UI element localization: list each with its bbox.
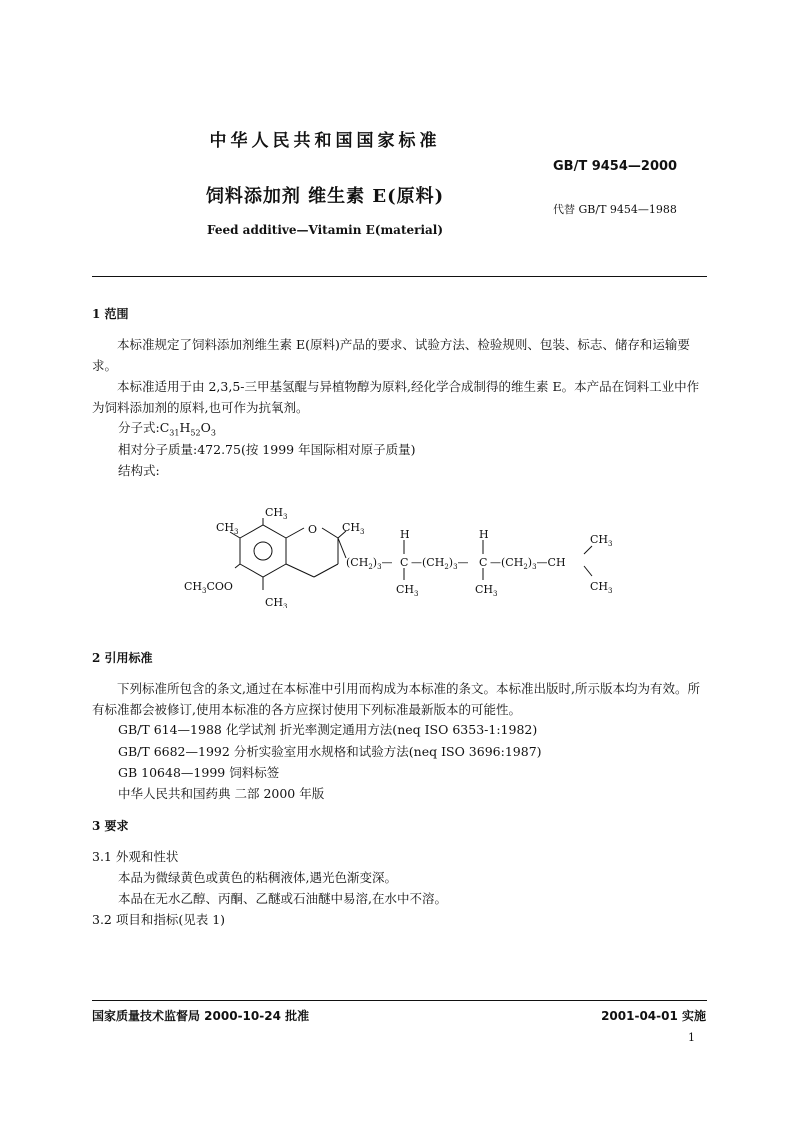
c-chiral-1: C — [400, 556, 409, 569]
ch3-terminal-top: $CH_3$ — [590, 533, 613, 548]
ch3-ring-right: $CH_3$ — [342, 521, 365, 536]
section-refs-heading: 2 引用标准 — [92, 651, 153, 665]
structure-label: 结构式: — [118, 463, 160, 478]
molecular-formula — [118, 418, 216, 438]
ch3-chiral-1: $CH_3$ — [396, 583, 419, 598]
formula-c-count: 31 — [169, 428, 180, 438]
replaces-standard: 代替 GB/T 9454—1988 — [553, 203, 677, 216]
ch3-top: $CH_3$ — [265, 506, 288, 521]
approval-line: 国家质量技术监督局 2000-10-24 批准 — [92, 1009, 310, 1023]
subsection-items: 3.2 项目和指标(见表 1) — [92, 912, 226, 927]
national-standard-heading: 中华人民共和国国家标准 — [209, 131, 441, 151]
h-chiral-1: H — [400, 528, 410, 541]
c-chiral-2: C — [479, 556, 488, 569]
standard-code: GB/T 9454—2000 — [553, 159, 678, 174]
scope-paragraph-2: 本标准适用于由 2,3,5-三甲基氢醌与异植物醇为原料,经化学合成制得的维生素 E。本产品在饲料工业中作为饲料添加剂的原料,也可作为抗氧剂。 — [92, 379, 700, 415]
acetate-group: $CH_3COO$ — [184, 580, 233, 595]
formula-o-count: 3 — [210, 428, 216, 438]
structural-formula — [180, 498, 620, 608]
appearance-paragraph-2: 本品在无水乙醇、丙酮、乙醚或石油醚中易溶,在水中不溶。 — [118, 891, 447, 906]
ch3-chiral-2: $CH_3$ — [475, 583, 498, 598]
formula-h-count: 52 — [190, 428, 201, 438]
ring-bonds — [230, 518, 592, 590]
chain-segment-2: $—(CH_2)_3—$ — [411, 556, 469, 571]
subsection-appearance: 3.1 外观和性状 — [92, 849, 179, 864]
ref-item-4: 中华人民共和国药典 二部 2000 年版 — [118, 786, 325, 801]
document-title: 饲料添加剂 维生素 E(原料) — [205, 186, 445, 207]
formula-c: C — [159, 420, 170, 435]
chain-segment-1: $(CH_2)_3—$ — [346, 556, 393, 571]
appearance-paragraph-1: 本品为微绿黄色或黄色的粘稠液体,遇光色渐变深。 — [118, 870, 397, 885]
molecular-mass: 相对分子质量:472.75(按 1999 年国际相对原子质量) — [118, 442, 416, 457]
ref-item-3: GB 10648—1999 饲料标签 — [118, 765, 280, 780]
scope-paragraph-1: 本标准规定了饲料添加剂维生素 E(原料)产品的要求、试验方法、检验规则、包装、标志、储存和运输要求。 — [92, 337, 690, 373]
h-chiral-2: H — [479, 528, 489, 541]
ch3-left: $CH_3$ — [216, 521, 239, 536]
ch3-bottom: $CH_3$ — [265, 596, 288, 608]
footer-rule — [92, 1000, 707, 1001]
ch3-terminal-bottom: $CH_3$ — [590, 580, 613, 595]
refs-paragraph: 下列标准所包含的条文,通过在本标准中引用而构成为本标准的条文。本标准出版时,所示版本均为有效。所有标准都会被修订,使用本标准的各方应探讨使用下列标准最新版本的可能性。 — [92, 681, 700, 717]
formula-o: O — [200, 420, 211, 435]
section-scope-heading: 1 范围 — [92, 307, 129, 321]
ref-item-2: GB/T 6682—1992 分析实验室用水规格和试验方法(neq ISO 3696:1987) — [118, 744, 542, 759]
ring-oxygen: O — [308, 523, 318, 536]
formula-h: H — [179, 420, 191, 435]
ref-item-1: GB/T 614—1988 化学试剂 折光率测定通用方法(neq ISO 6353-1:1982) — [118, 722, 538, 737]
effective-date: 2001-04-01 实施 — [601, 1009, 706, 1023]
formula-label: 分子式: — [118, 420, 160, 435]
page-number: 1 — [688, 1031, 695, 1044]
english-title: Feed additive—Vitamin E(material) — [206, 223, 444, 237]
chain-segment-3: $—(CH_2)_3—CH$ — [490, 556, 566, 571]
section-requirements-heading: 3 要求 — [92, 819, 129, 833]
header-rule — [92, 276, 707, 277]
